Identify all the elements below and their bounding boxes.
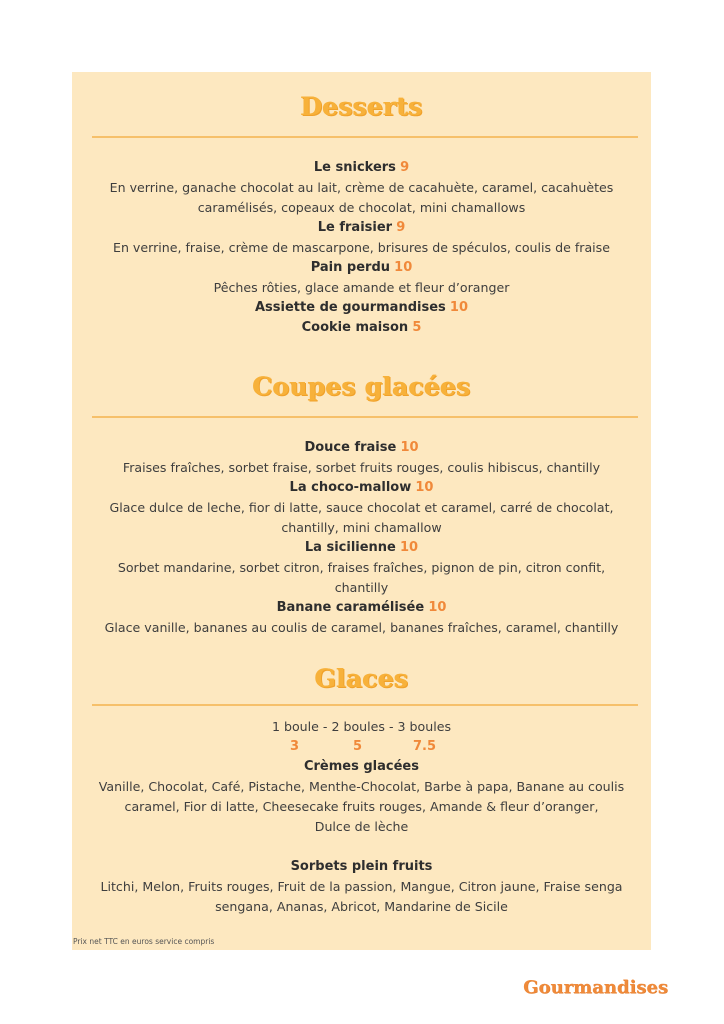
item-name: Le fraisier (317, 220, 393, 235)
scoop-prices (72, 737, 651, 757)
coupes-title: Coupes glacées (252, 372, 471, 401)
item-description: caramélisés, copeaux de chocolat, mini chamallows (197, 200, 526, 215)
cremes-title: Crèmes glacées (303, 759, 419, 774)
item-description: Pêches rôties, glace amande et fleur d’oranger (213, 280, 510, 295)
item-name: La sicilienne (304, 540, 396, 555)
item-description: En verrine, ganache chocolat au lait, crème de cacahuète, caramel, cacahuètes (109, 180, 614, 195)
item-description: Glace vanille, bananes au coulis de caramel, bananes fraîches, caramel, chantilly (104, 620, 619, 635)
menu-item-title (72, 318, 651, 338)
scoop-sizes: 1 boule - 2 boules - 3 boules (271, 719, 452, 734)
cremes-description: Dulce de lèche (314, 819, 409, 834)
price-one-scoop: 3 (290, 739, 300, 754)
item-price: 10 (428, 600, 447, 615)
item-name: Banane caramélisée (276, 600, 425, 615)
item-price: 10 (400, 540, 419, 555)
sorbets-title: Sorbets plein fruits (290, 859, 433, 874)
menu-item-title (72, 538, 651, 558)
coupes-list (72, 438, 651, 638)
item-description: En verrine, fraise, crème de mascarpone, brisures de spéculos, coulis de fraise (112, 240, 610, 255)
desserts-divider (92, 136, 638, 138)
item-name: La choco-mallow (289, 480, 412, 495)
item-price: 10 (415, 480, 434, 495)
desserts-list (72, 158, 651, 338)
item-name: Assiette de gourmandises (255, 300, 446, 315)
price-two-scoops: 5 (353, 739, 363, 754)
item-description: Glace dulce de leche, fior di latte, sauce chocolat et caramel, carré de chocolat, (109, 500, 614, 515)
item-description: chantilly, mini chamallow (281, 520, 442, 535)
price-footnote: Prix net TTC en euros service compris (73, 937, 215, 946)
sorbets-description: Litchi, Melon, Fruits rouges, Fruit de la passion, Mangue, Citron jaune, Fraise senga (100, 879, 623, 894)
brand-logo-text: Gourmandises (523, 977, 668, 998)
spacer (72, 837, 651, 857)
cremes-description: Vanille, Chocolat, Café, Pistache, Menthe-Chocolat, Barbe à papa, Banane au coulis (98, 779, 625, 794)
item-description: chantilly (334, 580, 389, 595)
item-name: Pain perdu (310, 260, 391, 275)
menu-item-title (72, 298, 651, 318)
menu-item-title (72, 598, 651, 618)
glaces-divider (92, 704, 638, 706)
sorbets-description: sengana, Ananas, Abricot, Mandarine de Sicile (215, 899, 508, 914)
item-price: 10 (400, 440, 419, 455)
item-description: Fraises fraîches, sorbet fraise, sorbet fruits rouges, coulis hibiscus, chantilly (122, 460, 601, 475)
item-name: Le snickers (313, 160, 396, 175)
price-three-scoops: 7.5 (413, 739, 437, 754)
item-name: Cookie maison (301, 320, 409, 335)
item-price: 9 (400, 160, 410, 175)
menu-item-title (72, 478, 651, 498)
menu-panel (72, 72, 651, 950)
menu-item-title (72, 158, 651, 178)
item-description: Sorbet mandarine, sorbet citron, fraises fraîches, pignon de pin, citron confit, (117, 560, 606, 575)
menu-item-title (72, 258, 651, 278)
cremes-description: caramel, Fior di latte, Cheesecake fruits rouges, Amande & fleur d’oranger, (124, 799, 599, 814)
item-price: 9 (396, 220, 406, 235)
item-price: 10 (394, 260, 413, 275)
glaces-title: Glaces (314, 664, 409, 693)
item-price: 10 (449, 300, 468, 315)
coupes-divider (92, 416, 638, 418)
desserts-title: Desserts (300, 92, 423, 121)
item-name: Douce fraise (304, 440, 397, 455)
glaces-list (72, 717, 651, 917)
item-price: 5 (412, 320, 422, 335)
menu-item-title (72, 218, 651, 238)
menu-item-title (72, 438, 651, 458)
